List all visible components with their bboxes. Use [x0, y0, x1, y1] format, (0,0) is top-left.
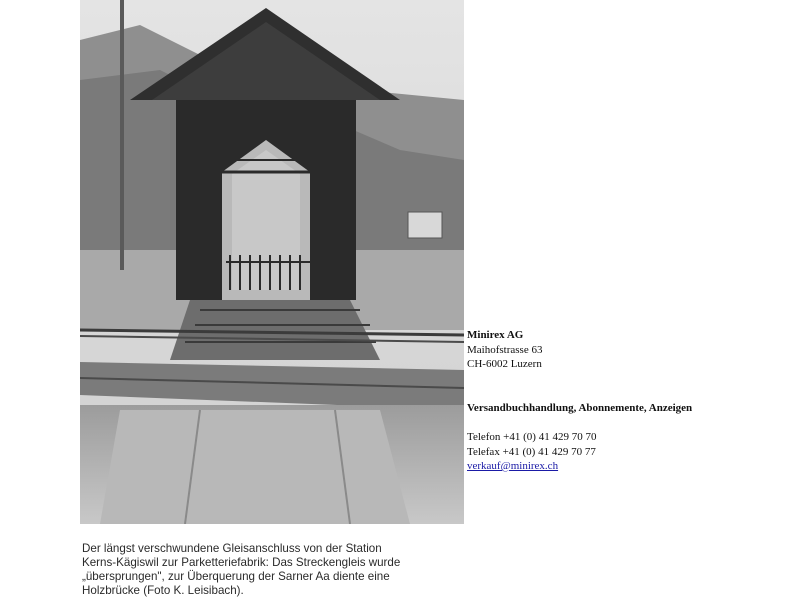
street-address: Maihofstrasse 63 — [467, 343, 543, 356]
caption-line: Holzbrücke (Foto K. Leisibach). — [82, 584, 244, 597]
caption-line: Der längst verschwundene Gleisanschluss von der Station — [82, 542, 382, 555]
caption-line: „übersprungen", zur Überquerung der Sarner Aa diente eine — [82, 570, 390, 583]
bridge-photo — [80, 0, 464, 524]
publisher-contact — [467, 328, 787, 474]
caption-line: Kerns-Kägiswil zur Parketteriefabrik: Das Streckengleis wurde — [82, 556, 401, 569]
phone-number: Telefon +41 (0) 41 429 70 70 — [467, 431, 597, 443]
company-name: Minirex AG — [467, 329, 524, 341]
email-link[interactable]: verkauf@minirex.ch — [467, 460, 559, 472]
photo-caption — [82, 542, 470, 598]
section-title: Versandbuchhandlung, Abonnemente, Anzeigen — [467, 401, 693, 414]
city-address: CH-6002 Luzern — [467, 358, 542, 370]
fax-number: Telefax +41 (0) 41 429 70 77 — [467, 445, 596, 458]
